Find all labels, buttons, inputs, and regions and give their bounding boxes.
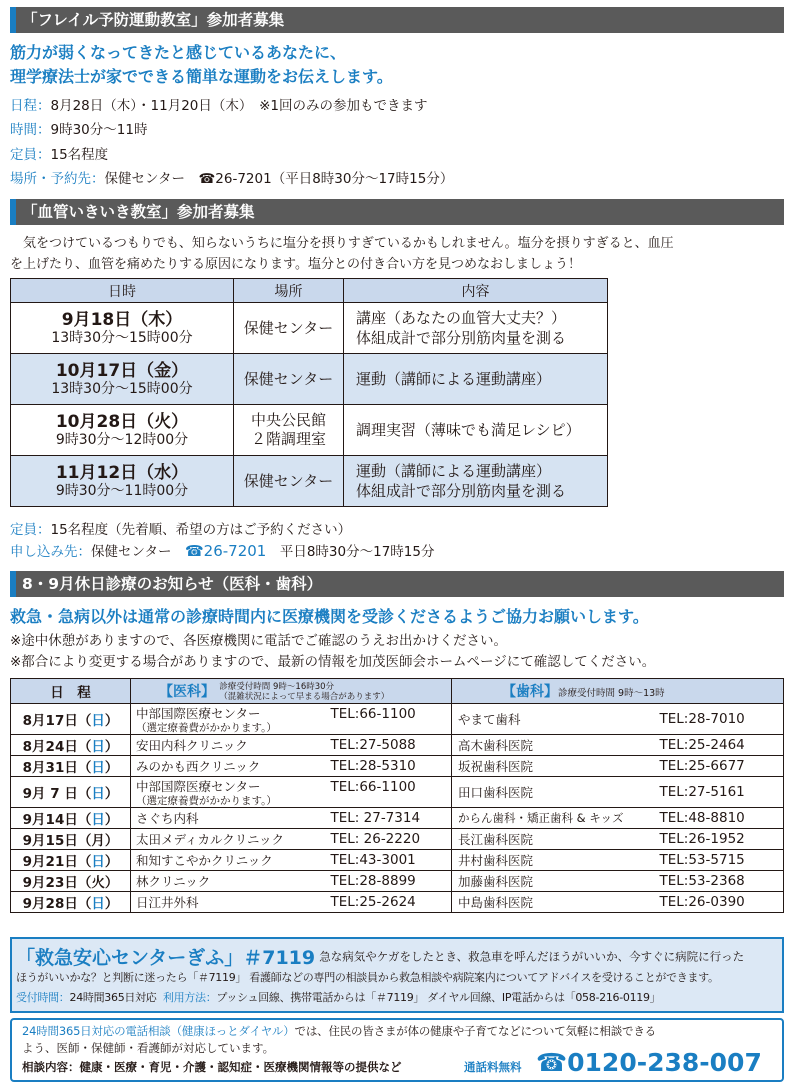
clinic-name: 中部国際医療センター (136, 706, 261, 721)
date: 9月15日（ (22, 833, 92, 849)
date: 8月17日（ (22, 713, 92, 729)
hotline-phone (536, 1048, 762, 1077)
date: 9月 7 日（ (22, 786, 92, 802)
weekday: 日 (91, 896, 105, 912)
medical-tel: TEL:28-5310 (327, 756, 452, 777)
date-cell (11, 756, 131, 777)
dental-tel: TEL:27-5161 (656, 777, 784, 808)
dental-tel: TEL:25-2464 (656, 735, 784, 756)
content-line: 体組成計で部分別筋肉量を測る (356, 482, 567, 500)
vascular-capacity (10, 518, 351, 538)
value: 15名程度（先着順、希望の方はご予約ください） (50, 522, 352, 538)
medical-name: 安田内科クリニック (131, 735, 327, 756)
time: 9時30分～11時00分 (55, 482, 189, 499)
date: 11月12日（水） (55, 462, 189, 483)
content-line: 体組成計で部分別筋肉量を測る (356, 329, 567, 347)
datetime-cell (11, 405, 234, 456)
frail-place (10, 167, 453, 187)
emergency-center-text-2: ほうがいいかな？と判断に迷ったら「＃7119」 看護師などの専門の相談員から救急相談や病院案内についてアドバイスを受けることができます。 (16, 971, 719, 984)
vascular-apply (10, 540, 434, 560)
section-heading-holiday: 8・9月休日診療のお知らせ（医科・歯科） (10, 571, 784, 597)
date: 8月31日（ (22, 760, 92, 776)
section-heading-frail: 「フレイル予防運動教室」参加者募集 (10, 7, 784, 33)
medical-tel: TEL:66-1100 (327, 777, 452, 808)
vascular-intro-1: 気をつけているつもりでも、知らないうちに塩分を摂りすぎているかもしれません。塩分を摂りすぎると、血圧 (10, 236, 674, 251)
hours-label: 受付時間： (16, 991, 70, 1004)
table-row (11, 405, 608, 456)
date-cell (11, 829, 131, 850)
medical-tel: TEL:25-2624 (327, 892, 452, 913)
weekday: 日 (91, 812, 105, 828)
place-cell (234, 303, 344, 354)
dental-name: 長江歯科医院 (452, 829, 656, 850)
datetime-cell (11, 303, 234, 354)
dental-name: 加藤歯科医院 (452, 871, 656, 892)
dental-tel: TEL:53-5715 (656, 850, 784, 871)
medical-name: みのかも西クリニック (131, 756, 327, 777)
date-close: ） (104, 896, 119, 912)
medical-tel: TEL:43-3001 (327, 850, 452, 871)
date-close: ） (104, 786, 119, 802)
frail-lead-1: 筋力が弱くなってきたと感じているあなたに、 (10, 43, 347, 62)
clinic-note: （選定療養費がかかります。） (136, 795, 277, 807)
medical-name: 和知すこやかクリニック (131, 850, 327, 871)
time: 13時30分～15時00分 (51, 380, 193, 397)
frail-capacity (10, 143, 108, 163)
value: 保健センター (104, 171, 199, 187)
content-line: 講座（あなたの血管大丈夫？） (356, 309, 567, 327)
section-heading-vascular: 「血管いきいき教室」参加者募集 (10, 199, 784, 225)
dental-tel: TEL:28-7010 (656, 704, 784, 735)
content-cell (344, 354, 608, 405)
date: 9月14日（ (22, 812, 92, 828)
col-header-content: 内容 (344, 279, 608, 303)
place-cell (234, 354, 344, 405)
dental-name: 坂祝歯科医院 (452, 756, 656, 777)
dental-name: 井村歯科医院 (452, 850, 656, 871)
emergency-center-line1 (16, 943, 744, 970)
dental-name: 中島歯科医院 (452, 892, 656, 913)
hotline-line2: よう、医師・保健師・看護師が対応しています。 (22, 1041, 275, 1055)
date-close: ） (104, 854, 119, 870)
medical-name: 日江井外科 (131, 892, 327, 913)
hours-line: （混雑状況によって早まる場合があります） (219, 691, 390, 702)
label: 時間： (10, 122, 51, 138)
weekday: 日 (91, 739, 105, 755)
content-cell (344, 303, 608, 354)
medical-name: さぐち内科 (131, 808, 327, 829)
place-cell (234, 456, 344, 507)
table-row (11, 808, 784, 829)
date-close: ） (104, 739, 119, 755)
phone-icon: ☎ (198, 171, 216, 187)
label: 定員： (10, 147, 51, 163)
content-cell (344, 405, 608, 456)
date-close: ） (104, 713, 119, 729)
frail-lead-2: 理学療法士が家でできる簡単な運動をお伝えします。 (10, 67, 393, 86)
table-row (11, 735, 784, 756)
medical-hours (219, 681, 389, 702)
value: 15名程度 (50, 147, 109, 163)
date-close: ） (104, 833, 119, 849)
holiday-note-1: ※途中休憩がありますので、各医療機関に電話でご確認のうえお出かけください。 (10, 633, 508, 649)
place-cell (234, 405, 344, 456)
table-row (11, 871, 784, 892)
content-line: 調理実習（薄味でも満足レシピ） (356, 421, 581, 439)
medical-tel: TEL:28-8899 (327, 871, 452, 892)
date-cell (11, 871, 131, 892)
weekday: 月 (91, 833, 105, 849)
medical-tel: TEL: 27-7314 (327, 808, 452, 829)
place-room: ２階調理室 (250, 430, 326, 448)
place: 中央公民館 (250, 411, 326, 429)
health-hotline-box (10, 1018, 784, 1082)
place: 保健センター (243, 318, 334, 337)
dental-name: 高木歯科医院 (452, 735, 656, 756)
medical-label: 【医科】 (159, 683, 215, 700)
label: 定員： (10, 522, 51, 538)
hours-value: 24時間365日対応 (69, 991, 157, 1004)
label: 場所・予約先： (10, 171, 105, 187)
date: 9月28日（ (22, 896, 92, 912)
phone-number: 26-7201（平日8時30分～17時15分） (215, 171, 454, 187)
toll-free-label: 通話料無料 (464, 1060, 522, 1074)
medical-tel: TEL:66-1100 (327, 704, 452, 735)
content-line: 運動（講師による運動講座） (356, 462, 552, 480)
usage-value: プッシュ回線、携帯電話からは「＃7119」 ダイヤル回線、IP電話からは「058-216-0119」 (216, 991, 661, 1004)
weekday: 日 (91, 786, 105, 802)
date: 10月17日（金） (55, 360, 189, 381)
usage-label: 利用方法： (162, 991, 217, 1004)
table-row (11, 303, 608, 354)
time: 13時30分～15時00分 (51, 329, 193, 346)
date-close: ） (104, 812, 119, 828)
date-cell (11, 735, 131, 756)
emergency-center-box (10, 937, 784, 1013)
table-row (11, 704, 784, 735)
table-row (11, 892, 784, 913)
hotline-number: 0120-238-007 (567, 1048, 762, 1077)
dental-hours: 診療受付時間 9時～13時 (558, 688, 665, 699)
frail-time (10, 118, 147, 138)
clinic-note: （選定療養費がかかります。） (136, 722, 277, 734)
dental-tel: TEL:26-1952 (656, 829, 784, 850)
date-cell (11, 850, 131, 871)
medical-name-cell (131, 704, 327, 735)
date: 9月21日（ (22, 854, 92, 870)
hours: 平日8時30分～17時15分 (266, 544, 435, 560)
col-header-datetime: 日時 (11, 279, 234, 303)
medical-name: 林クリニック (131, 871, 327, 892)
value: 8月28日（木）・11月20日（木） ※1回のみの参加もできます (50, 98, 428, 114)
date-close: ） (104, 760, 119, 776)
place: 保健センター (243, 369, 334, 388)
dental-name: 田口歯科医院 (452, 777, 656, 808)
medical-name: 太田メディカルクリニック (131, 829, 327, 850)
frail-date (10, 94, 428, 114)
medical-tel: TEL:27-5088 (327, 735, 452, 756)
weekday: 日 (91, 760, 105, 776)
date-cell (11, 777, 131, 808)
datetime-cell (11, 456, 234, 507)
col-header-dental (452, 679, 784, 704)
holiday-lead: 救急・急病以外は通常の診療時間内に医療機関を受診くださるようご協力お願いします。 (10, 607, 649, 626)
time: 9時30分～12時00分 (55, 431, 189, 448)
hotline-line1 (22, 1023, 656, 1039)
table-row (11, 777, 784, 808)
medical-tel: TEL: 26-2220 (327, 829, 452, 850)
phone-icon: ☎ (184, 542, 204, 560)
table-row (11, 850, 784, 871)
date: 10月28日（火） (55, 411, 189, 432)
dental-tel: TEL:53-2368 (656, 871, 784, 892)
table-row (11, 456, 608, 507)
date-cell (11, 704, 131, 735)
hotline-label: 24時間365日対応の電話相談（健康ほっとダイヤル） (22, 1024, 295, 1038)
vascular-schedule-table (10, 278, 608, 507)
date: 8月24日（ (22, 739, 92, 755)
date-close: ） (104, 875, 119, 891)
label: 申し込み先： (10, 544, 91, 560)
phone-number: 26-7201 (203, 542, 267, 560)
hours-line: 診療受付時間 9時～16時30分 (219, 681, 335, 692)
dental-tel: TEL:25-6677 (656, 756, 784, 777)
phone-icon: ☎ (536, 1048, 568, 1077)
content-line: 運動（講師による運動講座） (356, 370, 552, 388)
value: 9時30分～11時 (50, 122, 148, 138)
table-row (11, 354, 608, 405)
dental-tel: TEL:26-0390 (656, 892, 784, 913)
date: 9月18日（木） (61, 309, 183, 330)
hotline-line3: 相談内容：健康・医療・育児・介護・認知症・医療機関情報等の提供など (22, 1060, 402, 1074)
content-cell (344, 456, 608, 507)
label: 日程： (10, 98, 51, 114)
dental-name: やまて歯科 (452, 704, 656, 735)
col-header-date: 日 程 (11, 679, 131, 704)
holiday-clinic-table (10, 678, 784, 913)
table-row (11, 829, 784, 850)
col-header-medical (131, 679, 452, 704)
emergency-center-info (16, 989, 660, 1005)
emergency-center-text: 急な病気やケガをしたとき、救急車を呼んだほうがいいか、今すぐに病院に行った (319, 949, 745, 964)
dental-name: からん歯科・矯正歯科 & キッズ (452, 808, 656, 829)
date: 9月23日（ (22, 875, 92, 891)
medical-name-cell (131, 777, 327, 808)
date-cell (11, 892, 131, 913)
hotline-text: では、住民の皆さまが体の健康や子育てなどについて気軽に相談できる (294, 1024, 656, 1038)
datetime-cell (11, 354, 234, 405)
holiday-note-2: ※都合により変更する場合がありますので、最新の情報を加茂医師会ホームページにて確認してください。 (10, 654, 656, 670)
col-header-place: 場所 (234, 279, 344, 303)
table-row (11, 756, 784, 777)
emergency-center-title: 「救急安心センターぎふ」＃7119 (16, 947, 316, 969)
vascular-intro-2: を上げたり、血管を痛めたりする原因になります。塩分との付き合い方を見つめなおしましょう！ (10, 257, 581, 272)
dental-label: 【歯科】 (502, 684, 558, 700)
weekday: 日 (91, 854, 105, 870)
place: 保健センター (243, 471, 334, 490)
value: 保健センター (91, 544, 185, 560)
clinic-name: 中部国際医療センター (136, 779, 261, 794)
weekday: 日 (91, 713, 105, 729)
weekday: 火 (91, 875, 105, 891)
date-cell (11, 808, 131, 829)
dental-tel: TEL:48-8810 (656, 808, 784, 829)
